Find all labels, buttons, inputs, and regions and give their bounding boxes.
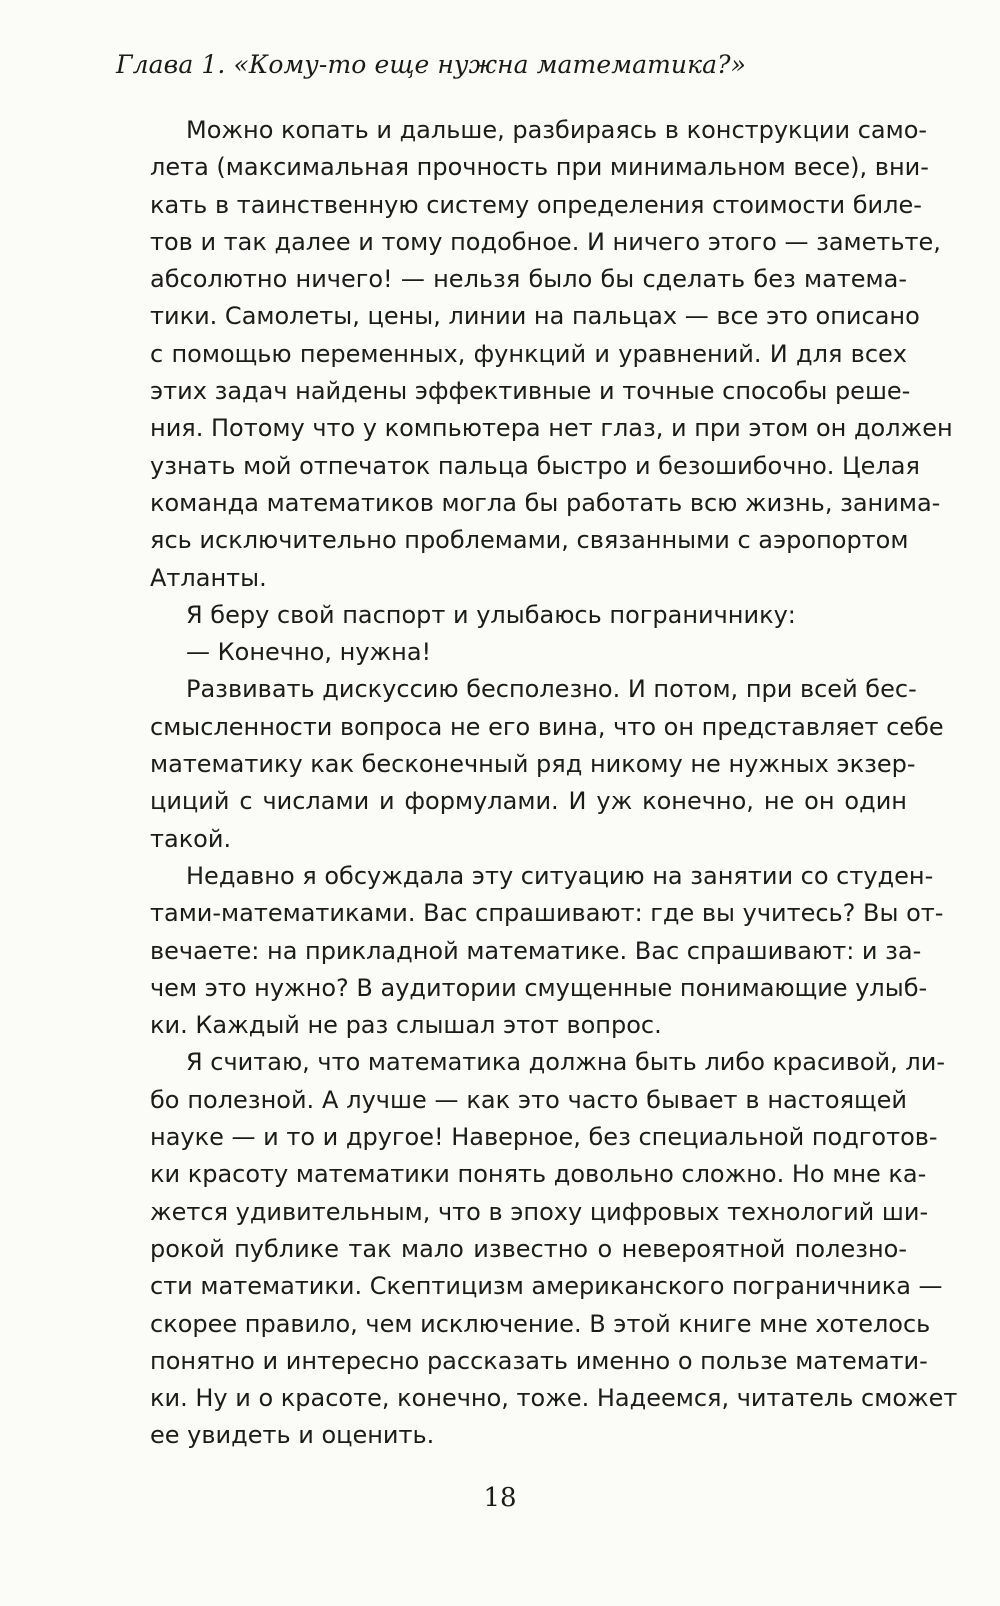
page-number: 18: [483, 1483, 517, 1513]
text-line: тами-математиками. Вас спрашивают: где вы учитесь? Вы от-: [150, 899, 944, 928]
text-line: Развивать дискуссию бесполезно. И потом, при всей бес-: [186, 675, 917, 704]
text-line: скорее правило, чем исключение. В этой книге мне хотелось: [150, 1309, 931, 1338]
text-line: жется удивительным, что в эпоху цифровых технологий ши-: [150, 1197, 929, 1226]
text-line: лета (максимальная прочность при минимальном весе), вни-: [150, 153, 929, 182]
text-line: математику как бесконечный ряд никому не нужных экзер-: [150, 750, 916, 779]
text-line: ки. Ну и о красоте, конечно, тоже. Надеемся, читатель сможет: [150, 1384, 958, 1413]
text-line: ее увидеть и оценить.: [150, 1421, 435, 1450]
text-line: рокой публике так мало известно о невероятной полезно-: [150, 1234, 907, 1263]
text-line: бо полезной. А лучше — как это часто бывает в настоящей: [150, 1085, 907, 1114]
text-line: вечаете: на прикладной математике. Вас спрашивают: и за-: [150, 936, 922, 965]
text-line: тов и так далее и тому подобное. И ничего этого — заметьте,: [150, 227, 941, 256]
text-line: ки. Каждый не раз слышал этот вопрос.: [150, 1011, 662, 1040]
text-line: науке — и то и другое! Наверное, без специальной подготов-: [150, 1123, 938, 1152]
text-line: Я беру свой паспорт и улыбаюсь пограничнику:: [186, 600, 796, 629]
text-line: чем это нужно? В аудитории смущенные понимающие улыб-: [150, 973, 928, 1002]
text-line: с помощью переменных, функций и уравнений. И для всех: [150, 339, 907, 368]
text-line: этих задач найдены эффективные и точные способы реше-: [150, 377, 911, 406]
body-text: [150, 112, 958, 1455]
text-line: тики. Самолеты, цены, линии на пальцах — все это описано: [150, 302, 920, 331]
text-line: ясь исключительно проблемами, связанными с аэропортом: [150, 526, 909, 555]
running-header: Глава 1. «Кому-то еще нужна математика?»: [116, 50, 747, 79]
text-line: понятно и интересно рассказать именно о пользе математи-: [150, 1346, 928, 1375]
text-line: сти математики. Скептицизм американского пограничника —: [150, 1272, 943, 1301]
text-line: — Конечно, нужна!: [186, 638, 432, 667]
text-line: кать в таинственную систему определения стоимости биле-: [150, 190, 922, 219]
text-line: Атланты.: [150, 563, 267, 592]
text-line: узнать мой отпечаток пальца быстро и безошибочно. Целая: [150, 451, 920, 480]
text-line: ния. Потому что у компьютера нет глаз, и при этом он должен: [150, 414, 953, 443]
text-line: абсолютно ничего! — нельзя было бы сделать без матема-: [150, 265, 907, 294]
text-line: циций с числами и формулами. И уж конечно, не он один: [150, 787, 907, 816]
text-line: Можно копать и дальше, разбираясь в конструкции само-: [186, 116, 928, 144]
text-line: Я считаю, что математика должна быть либо красивой, ли-: [186, 1048, 946, 1077]
text-line: команда математиков могла бы работать всю жизнь, занима-: [150, 488, 941, 517]
text-line: такой.: [150, 824, 232, 853]
text-line: ки красоту математики понять довольно сложно. Но мне ка-: [150, 1160, 927, 1189]
text-line: Недавно я обсуждала эту ситуацию на занятии со студен-: [186, 861, 934, 890]
text-line: смысленности вопроса не его вина, что он представляет себе: [150, 712, 944, 741]
